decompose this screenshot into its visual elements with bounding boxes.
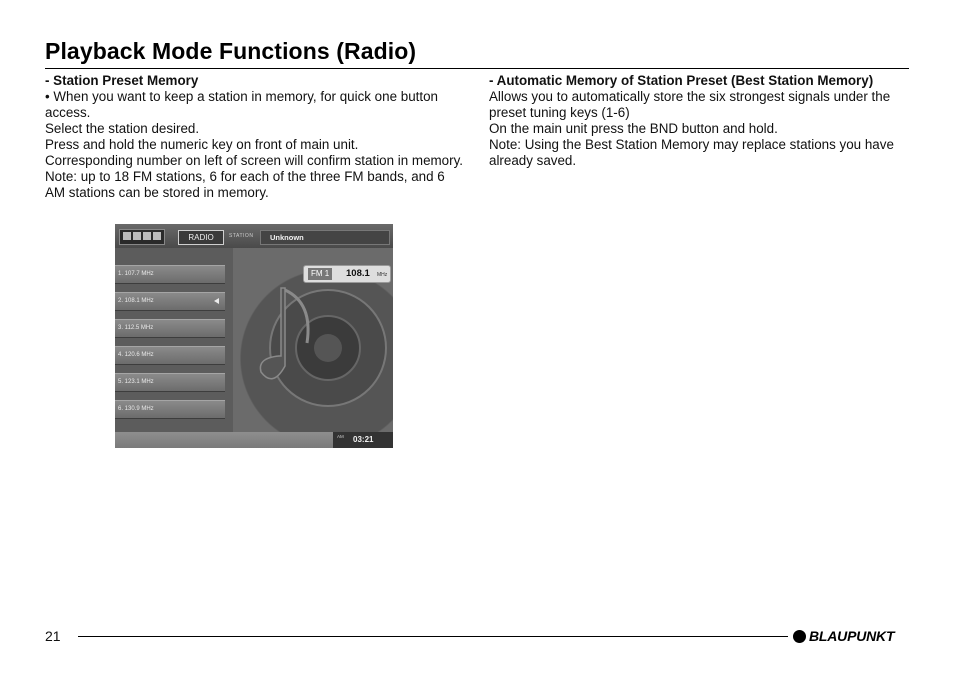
title-divider — [45, 68, 909, 69]
station-name: Unknown — [270, 233, 304, 242]
selected-arrow-icon — [214, 298, 219, 304]
frequency-unit: MHz — [377, 272, 388, 278]
preset-label: 5. 123.1 MHz — [118, 379, 154, 385]
left-paragraph-5: Note: up to 18 FM stations, 6 for each of the three FM bands, and 6 AM stations can be stored in memory. — [45, 169, 445, 200]
mode-label: RADIO — [178, 230, 224, 245]
left-paragraph-2: Select the station desired. — [45, 121, 200, 136]
band-icon — [153, 232, 161, 240]
band-icons — [119, 229, 165, 245]
right-paragraph-1: Allows you to automatically store the six strongest signals under the preset tuning keys (1-6) — [489, 89, 891, 120]
left-paragraph-4: Corresponding number on left of screen will confirm station in memory. — [45, 153, 464, 168]
preset-button-4[interactable] — [115, 346, 225, 365]
band-icon — [143, 232, 151, 240]
left-column — [45, 73, 465, 201]
brand-name: BLAUPUNKT — [809, 628, 895, 644]
band-label: FM 1 — [308, 268, 332, 280]
left-paragraph-3: Press and hold the numeric key on front of main unit. — [45, 137, 359, 152]
clock-display — [333, 432, 393, 448]
brand-dot-icon — [793, 630, 806, 643]
preset-button-6[interactable] — [115, 400, 225, 419]
station-preset-heading: - Station Preset Memory — [45, 73, 199, 88]
station-prefix: STATION — [229, 233, 254, 239]
right-paragraph-3: Note: Using the Best Station Memory may replace stations you have already saved. — [489, 137, 894, 168]
page-number: 21 — [45, 628, 61, 644]
right-paragraph-2: On the main unit press the BND button and hold. — [489, 121, 778, 136]
page-title: Playback Mode Functions (Radio) — [45, 38, 417, 64]
preset-button-1[interactable] — [115, 265, 225, 284]
frequency-value: 108.1 — [346, 268, 370, 279]
right-column — [489, 73, 911, 169]
footer-divider — [78, 636, 788, 637]
preset-label: 4. 120.6 MHz — [118, 352, 154, 358]
preset-label: 6. 130.9 MHz — [118, 406, 154, 412]
preset-button-5[interactable] — [115, 373, 225, 392]
preset-label: 1. 107.7 MHz — [118, 271, 154, 277]
preset-label: 3. 112.5 MHz — [118, 325, 154, 331]
preset-button-2[interactable] — [115, 292, 225, 311]
preset-label: 2. 108.1 MHz — [118, 298, 154, 304]
best-station-memory-heading: - Automatic Memory of Station Preset (Best Station Memory) — [489, 73, 874, 88]
band-icon — [133, 232, 141, 240]
clock-ampm: AM — [337, 434, 344, 439]
band-icon — [123, 232, 131, 240]
clock-time: 03:21 — [353, 435, 374, 444]
frequency-display — [303, 265, 391, 283]
preset-button-3[interactable] — [115, 319, 225, 338]
radio-screen-figure — [115, 224, 393, 448]
left-paragraph-1: • When you want to keep a station in memory, for quick one button access. — [45, 89, 438, 120]
